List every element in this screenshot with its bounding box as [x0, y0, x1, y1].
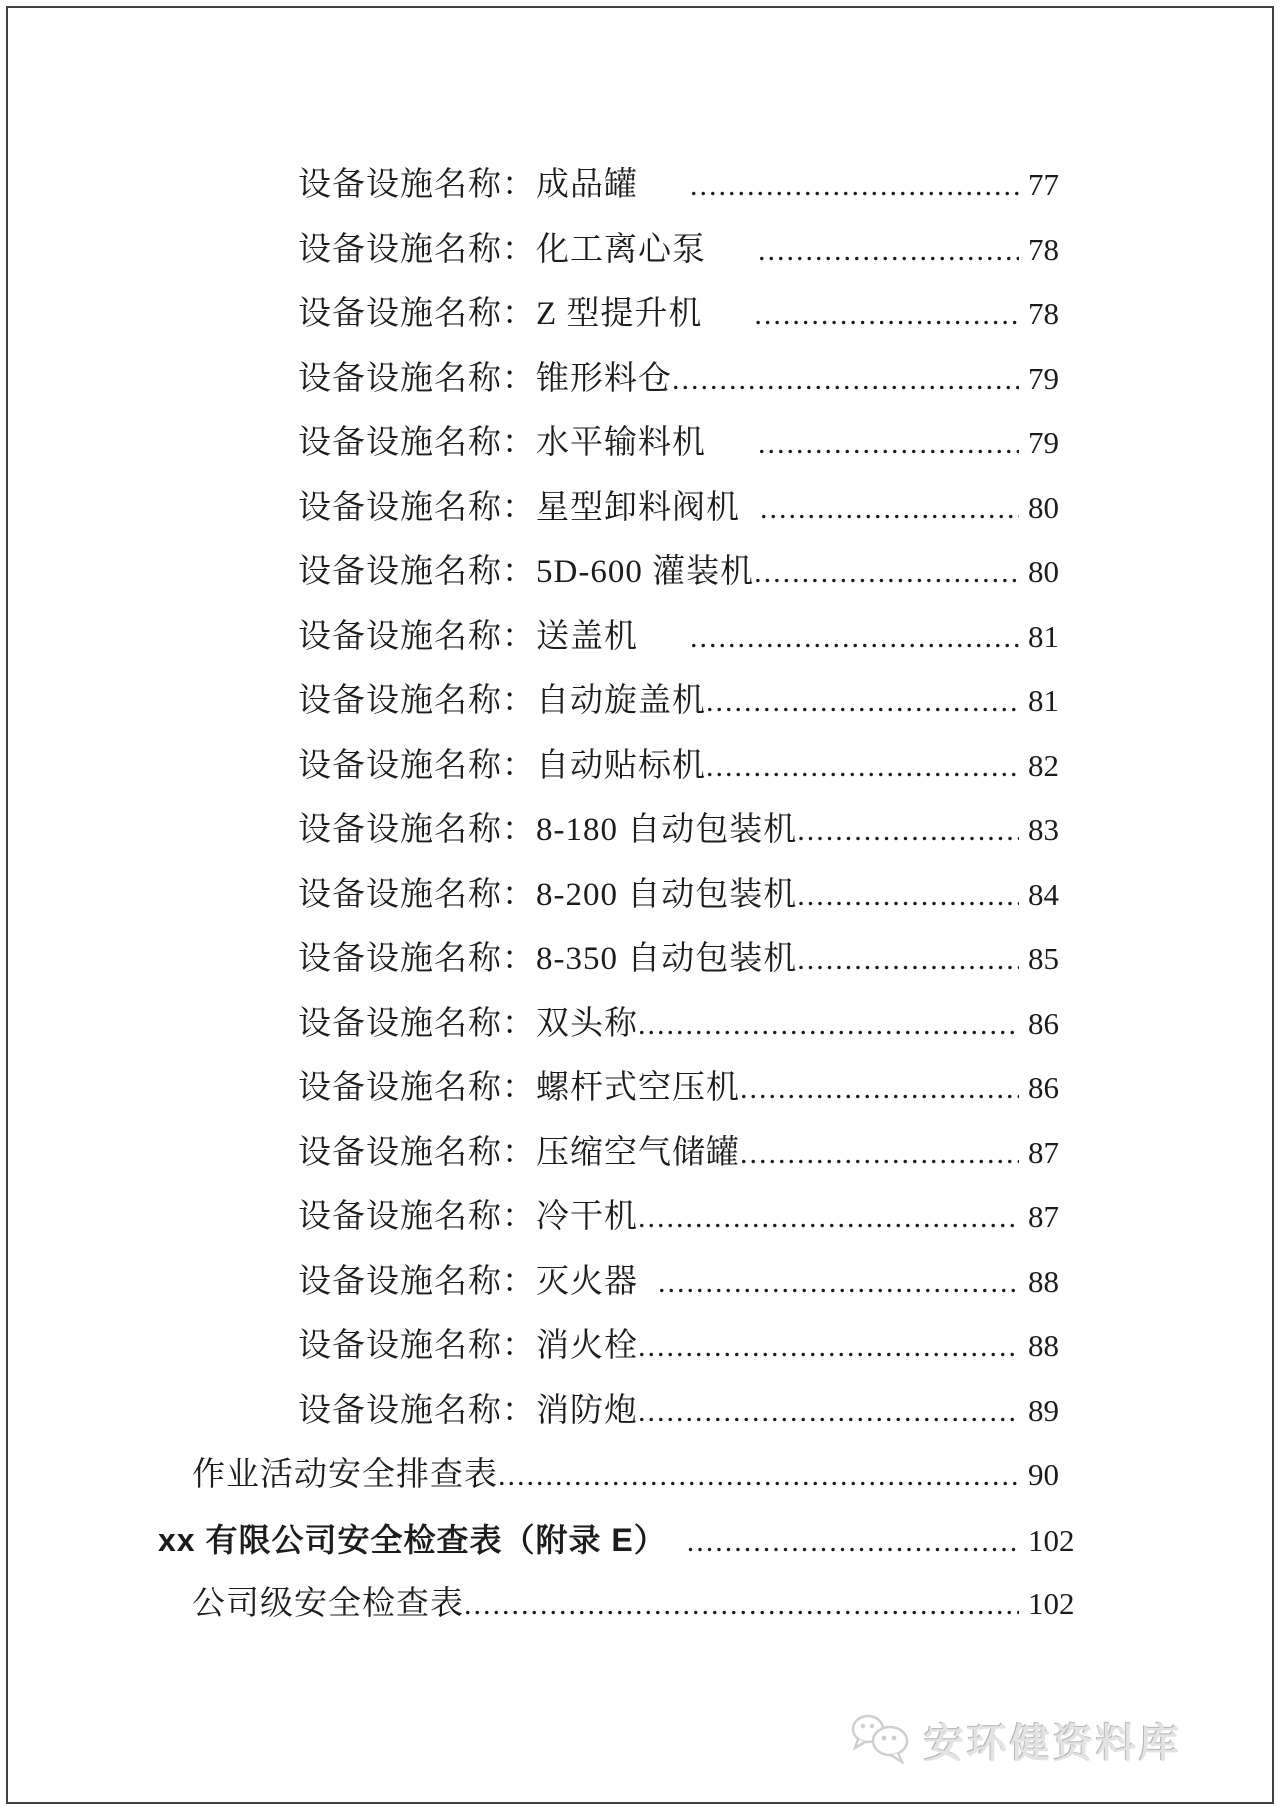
- toc-entry-page-number: 81: [1028, 618, 1059, 654]
- dot-leader: [797, 799, 1019, 864]
- toc-entry: [0, 540, 1094, 605]
- toc-entry: [0, 669, 1094, 734]
- toc-entry-page-number: 86: [1028, 1005, 1059, 1041]
- toc-entry-label: 公司级安全检查表: [192, 1586, 464, 1622]
- toc-entry-page-number: 79: [1028, 360, 1059, 396]
- toc-entry-spacer: [706, 259, 758, 260]
- toc-entry-page-number: 85: [1028, 941, 1059, 976]
- toc-entry: [0, 1250, 1094, 1315]
- toc-entry-label: 设备设施名称：锥形料仓: [298, 360, 672, 397]
- dot-leader: [706, 735, 1019, 800]
- toc-entry-label: 设备设施名称：水平输料机: [298, 425, 706, 461]
- toc-entry-label: 设备设施名称：自动旋盖机: [298, 683, 706, 719]
- dot-leader: [638, 993, 1019, 1058]
- dot-leader: [797, 864, 1019, 929]
- toc-entry-page-number: 88: [1028, 1328, 1059, 1363]
- toc-entry-page-number: 90: [1028, 1457, 1059, 1492]
- toc-entry-label: 设备设施名称：自动贴标机: [298, 747, 706, 784]
- toc-entry: [0, 1379, 1094, 1444]
- toc-entry-page-number: 102: [1028, 1522, 1075, 1558]
- dot-leader: [658, 1251, 1019, 1316]
- dot-leader: [690, 606, 1019, 671]
- toc-entry-label: 设备设施名称：灭火器: [298, 1263, 638, 1300]
- dot-leader: [758, 412, 1019, 477]
- dot-leader: [464, 1573, 1019, 1638]
- dot-leader: [754, 541, 1019, 606]
- toc-entry-page-number: 80: [1028, 489, 1059, 525]
- dot-leader: [638, 1315, 1019, 1380]
- toc-entry-label: 设备设施名称：冷干机: [298, 1199, 638, 1235]
- toc-entry: [0, 153, 1094, 218]
- toc-entry-spacer: [638, 1291, 658, 1292]
- toc-entry: [0, 347, 1094, 412]
- toc-entry-page-number: 84: [1028, 876, 1059, 912]
- dot-leader: [638, 1186, 1019, 1251]
- toc-entry: [0, 1121, 1094, 1186]
- dot-leader: [797, 928, 1019, 993]
- toc-entry-spacer: [706, 452, 758, 453]
- toc-entry-spacer: [638, 646, 690, 647]
- toc-entry-spacer: [667, 1550, 687, 1551]
- toc-entry-spacer: [638, 194, 690, 195]
- toc-entry-page-number: 82: [1028, 747, 1059, 783]
- dot-leader: [638, 1380, 1019, 1445]
- brand-watermark-text: 安环健资料库: [924, 1722, 1182, 1766]
- chat-bubbles-icon: [848, 1712, 914, 1769]
- toc-entry: [0, 1508, 1094, 1573]
- dot-leader: [740, 1057, 1019, 1122]
- toc-entry-page-number: 81: [1028, 683, 1059, 718]
- dot-leader: [687, 1510, 1019, 1575]
- toc-entry-page-number: 102: [1028, 1586, 1075, 1621]
- dot-leader: [754, 283, 1019, 348]
- toc-entry-page-number: 87: [1028, 1134, 1059, 1170]
- toc-entry: [0, 1185, 1094, 1250]
- toc-entry-label: 设备设施名称：Z 型提升机: [298, 296, 703, 332]
- toc-entry-page-number: 89: [1028, 1392, 1059, 1428]
- toc-entry-page-number: 83: [1028, 812, 1059, 847]
- toc-entry: [0, 411, 1094, 476]
- toc-entry-label: 设备设施名称：星型卸料阀机: [298, 489, 740, 526]
- toc-entry: [0, 798, 1094, 863]
- toc-entry: [0, 1572, 1094, 1637]
- table-of-contents: [0, 153, 1280, 1637]
- toc-entry-label: 设备设施名称：双头称: [298, 1005, 638, 1042]
- toc-entry: [0, 218, 1094, 283]
- toc-entry-label: 设备设施名称：8-200 自动包装机: [298, 876, 798, 913]
- toc-entry-label: 设备设施名称：8-180 自动包装机: [298, 812, 798, 848]
- dot-leader: [498, 1444, 1019, 1509]
- toc-entry: [0, 992, 1094, 1057]
- toc-entry-page-number: 78: [1028, 296, 1059, 331]
- toc-entry: [0, 1056, 1094, 1121]
- toc-entry-label: 设备设施名称：化工离心泵: [298, 231, 706, 268]
- toc-entry-label: 设备设施名称：消火栓: [298, 1328, 638, 1364]
- toc-entry: [0, 1314, 1094, 1379]
- toc-entry-spacer: [702, 323, 754, 324]
- toc-entry-label: 设备设施名称：成品罐: [298, 167, 638, 203]
- toc-entry-label: 设备设施名称：8-350 自动包装机: [298, 941, 798, 977]
- toc-entry: [0, 734, 1094, 799]
- toc-entry-page-number: 79: [1028, 425, 1059, 460]
- toc-entry-label: 设备设施名称：5D-600 灌装机: [298, 554, 755, 590]
- toc-entry: [0, 476, 1094, 541]
- dot-leader: [706, 670, 1019, 735]
- toc-entry-label: 设备设施名称：送盖机: [298, 618, 638, 655]
- brand-watermark: [848, 1712, 1182, 1769]
- toc-entry-page-number: 80: [1028, 554, 1059, 589]
- toc-entry-page-number: 78: [1028, 231, 1059, 267]
- toc-entry: [0, 1443, 1094, 1508]
- toc-entry-label: 设备设施名称：压缩空气储罐: [298, 1134, 740, 1171]
- dot-leader: [740, 1122, 1019, 1187]
- toc-entry-page-number: 88: [1028, 1263, 1059, 1299]
- toc-entry: [0, 863, 1094, 928]
- toc-entry-spacer: [740, 517, 760, 518]
- toc-entry-page-number: 86: [1028, 1070, 1059, 1105]
- toc-entry-label: 作业活动安全排查表: [192, 1457, 498, 1493]
- toc-entry-page-number: 87: [1028, 1199, 1059, 1234]
- dot-leader: [760, 477, 1019, 542]
- toc-entry-label: 设备设施名称：螺杆式空压机: [298, 1070, 740, 1106]
- toc-entry: [0, 927, 1094, 992]
- dot-leader: [758, 219, 1019, 284]
- toc-entry: [0, 282, 1094, 347]
- dot-leader: [690, 154, 1019, 219]
- dot-leader: [672, 348, 1019, 413]
- toc-entry-page-number: 77: [1028, 167, 1059, 202]
- toc-entry-label: 设备设施名称：消防炮: [298, 1392, 638, 1429]
- toc-entry-label: xx 有限公司安全检查表（附录 E）: [158, 1521, 667, 1558]
- toc-entry: [0, 605, 1094, 670]
